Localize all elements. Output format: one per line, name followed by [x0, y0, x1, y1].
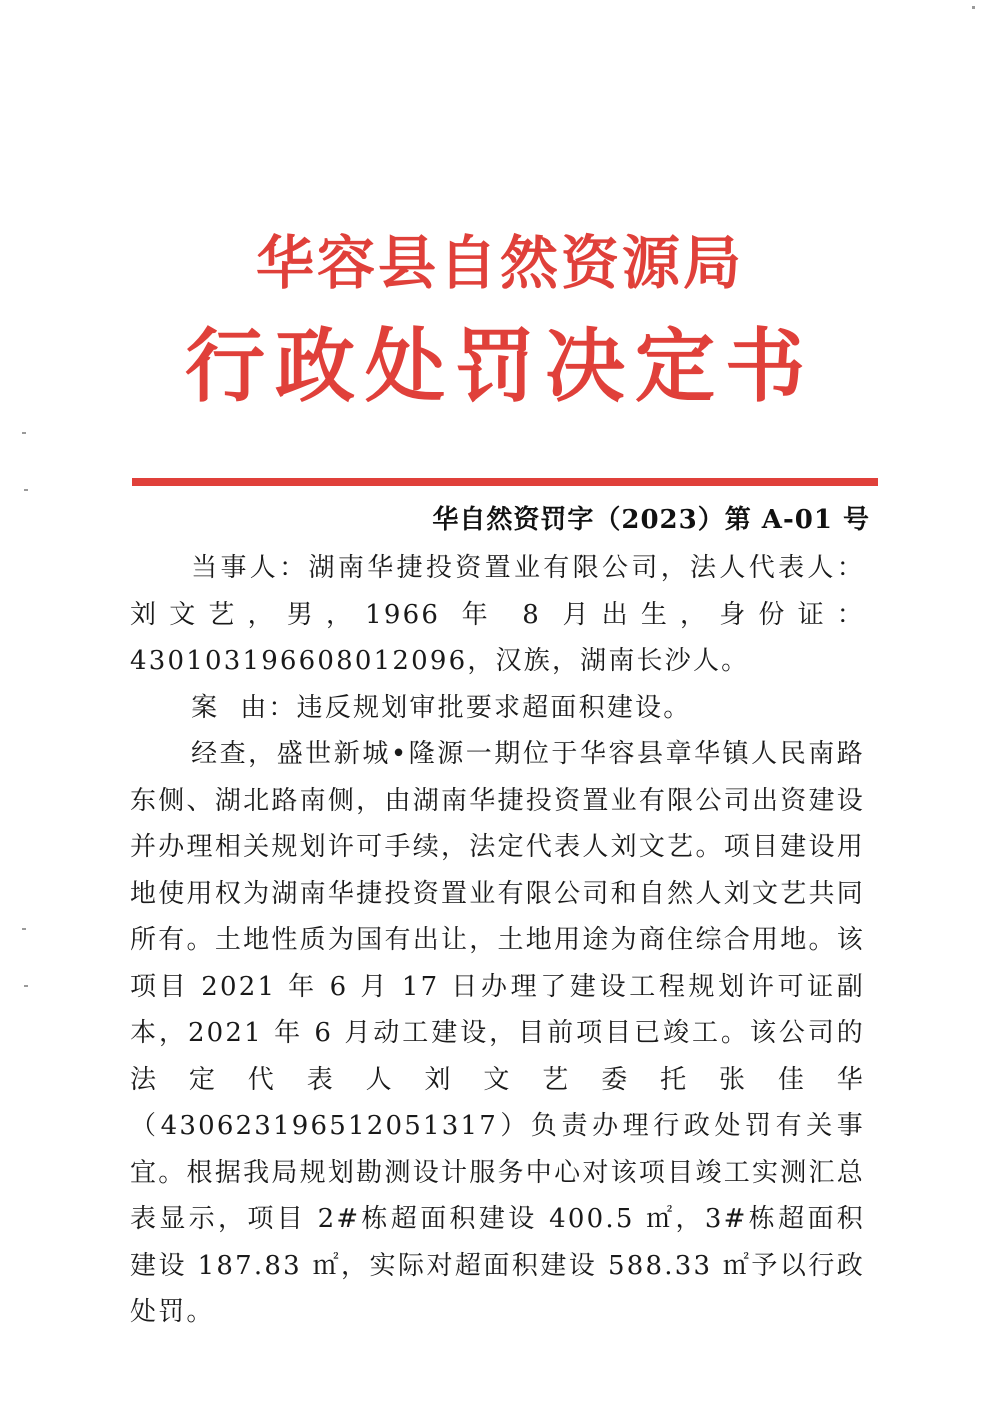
scan-speck [22, 432, 26, 434]
red-divider [132, 478, 878, 486]
scan-speck [972, 6, 975, 9]
scan-speck [22, 928, 26, 930]
party-paragraph [130, 545, 865, 685]
agency-title: 华容县自然资源局 [255, 229, 744, 297]
document-type-title: 行政处罚决定书 [185, 319, 815, 413]
document-number: 华自然资罚字（2023）第 A-01 号 [432, 505, 870, 535]
case-text: 违反规划审批要求超面积建设。 [296, 692, 692, 723]
party-label: 当事人： [191, 553, 309, 583]
scan-speck [24, 985, 28, 987]
findings-paragraph: 经查，盛世新城•隆源一期位于华容县章华镇人民南路东侧、湖北路南侧，由湖南华捷投资置业有限公司出资建设并办理相关规划许可手续，法定代表人刘文艺。项目建设用地使用权为湖南华捷投资置业有限公司和自然人刘文艺共同所有。土地性质为国有出让，土地用途为商住综合用地。该项目 2021 年 6 月 17 日办理了建设工程规划许可证副本，2021 年 6 月动工建设，目前项目已竣工。该公司的法定代表人刘文艺委托张佳华（430623196512051317）负责办理行政处罚有关事宜。根据我局规划勘测设计服务中心对该项目竣工实测汇总表显示，项目 2#栋超面积建设 400.5 ㎡，3#栋超面积建设 187.83 ㎡，实际对超面积建设 588.33 ㎡予以行政处罚。 [130, 739, 865, 1327]
case-label: 案 由： [191, 692, 297, 723]
scan-speck [24, 489, 28, 491]
document-body [130, 545, 865, 1336]
case-paragraph [130, 685, 865, 732]
party-text: 湖南华捷投资置业有限公司，法人代表人：刘文艺，男，1966 年 8 月出生，身份证：430103196608012096，汉族，湖南长沙人。 [130, 553, 865, 676]
